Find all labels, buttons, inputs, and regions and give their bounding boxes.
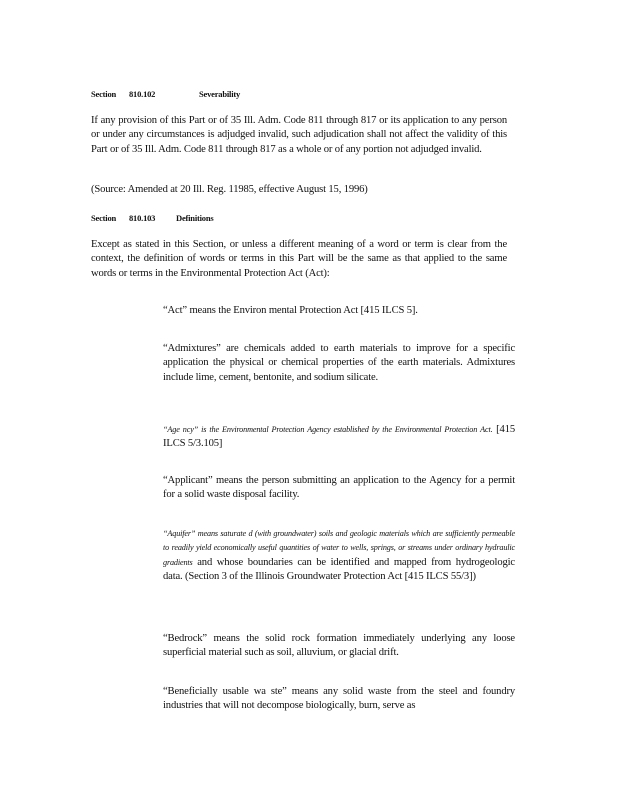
definition-agency-statutory-text: “Age ncy” is the Environmental Protection Agency established by the Environmental Protection Act. bbox=[163, 425, 493, 434]
definition-bedrock: “Bedrock” means the solid rock formation immediately underlying any loose superficial material such as soil, alluvium, or glacial drift. bbox=[163, 633, 515, 659]
section-label: Section bbox=[91, 213, 117, 223]
definition-act: “Act” means the Environ mental Protection Act [415 ILCS 5]. bbox=[163, 305, 418, 316]
source-note: (Source: Amended at 20 Ill. Reg. 11985, effective August 15, 1996) bbox=[91, 184, 368, 195]
section-number: 810.103 bbox=[129, 213, 156, 223]
definition-applicant: “Applicant” means the person submitting an application to the Agency for a permit for a solid waste disposal facility. bbox=[163, 475, 515, 501]
definition-aquifer-remainder: and whose boundaries can be identified and mapped from hydrogeologic data. (Section 3 of the Illinois Groundwater Protection Act [415 ILCS 55/3]) bbox=[163, 556, 515, 582]
definition-beneficially-usable-waste: “Beneficially usable wa ste” means any solid waste from the steel and foundry industries that will not decompose biologically, burn, serve as bbox=[163, 686, 515, 712]
definition-agency bbox=[163, 423, 515, 452]
section-label: Section bbox=[91, 89, 117, 99]
definition-agency-citation: [415 ILCS 5/3.105] bbox=[163, 424, 515, 450]
definitions-intro-paragraph: Except as stated in this Section, or unless a different meaning of a word or term is clear from the context, the definition of words or terms in this Part will be the same as that applied to the same words or terms in the Environmental Protection Act (Act): bbox=[91, 239, 507, 279]
section-number: 810.102 bbox=[129, 89, 156, 99]
definition-admixtures: “Admixtures” are chemicals added to earth materials to improve for a specific application the physical or chemical properties of the earth materials. Admixtures include lime, cement, bentonite, and sodium silicate. bbox=[163, 343, 515, 383]
section-title: Severability bbox=[199, 89, 241, 99]
definition-aquifer-statutory-text: “Aquifer” means saturate d (with groundwater) soils and geologic materials which are sufficiently permeable to readily yield economically useful quantities of water to wells, springs, or streams under ordinary hydraulic gradients bbox=[163, 529, 515, 567]
section-title: Definitions bbox=[176, 213, 214, 223]
definition-aquifer bbox=[163, 527, 515, 584]
severability-paragraph: If any provision of this Part or of 35 Ill. Adm. Code 811 through 817 or its application to any person or under any circumstances is adjudged invalid, such adjudication shall not affect the validity of this Part or of 35 Ill. Adm. Code 811 through 817 as a whole or of any portion not adjudged invalid. bbox=[91, 115, 507, 155]
